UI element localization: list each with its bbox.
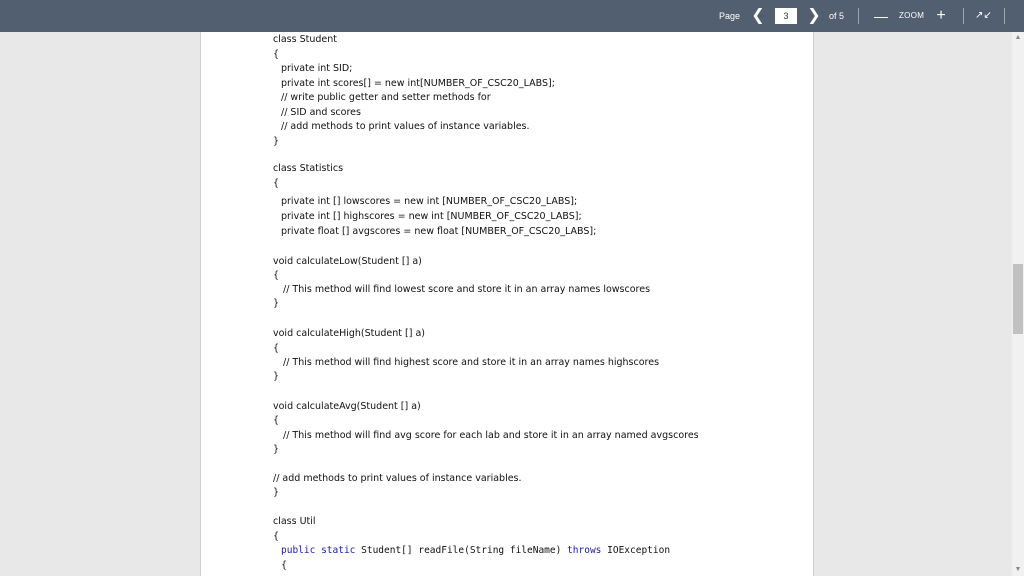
previous-page-button[interactable]: ❮	[751, 7, 765, 24]
code-line: {	[273, 343, 280, 354]
code-line: class Student	[273, 34, 337, 45]
page-number-input[interactable]	[775, 8, 797, 24]
code-line: void calculateAvg(Student [] a)	[273, 401, 421, 412]
vertical-scrollbar[interactable]	[1012, 32, 1024, 576]
next-page-button[interactable]: ❯	[807, 7, 821, 24]
keyword: static	[321, 545, 356, 556]
code-line: void calculateLow(Student [] a)	[273, 256, 422, 267]
zoom-label: ZOOM	[899, 11, 925, 20]
code-line: private float [] avgscores = new float [NUMBER_OF_CSC20_LABS];	[281, 226, 597, 237]
code-line: }	[273, 444, 280, 455]
document-viewer	[0, 32, 1012, 576]
document-page	[200, 32, 814, 576]
code-line: {	[273, 531, 280, 542]
code-line: private int scores[] = new int[NUMBER_OF_CSC20_LABS];	[281, 78, 555, 89]
toolbar-divider	[963, 8, 964, 24]
code-line: // write public getter and setter methods for	[281, 92, 491, 103]
method-signature: readFile(String fileName)	[418, 545, 562, 556]
code-line: }	[273, 371, 280, 382]
code-line: class Util	[273, 516, 316, 527]
code-line: {	[273, 270, 280, 281]
collapse-icon[interactable]: ↗↙	[975, 10, 992, 21]
code-line: {	[281, 560, 288, 571]
code-line: // This method will find highest score and store it in an array names highscores	[283, 357, 660, 368]
return-type: Student[]	[361, 545, 413, 556]
page-label: Page	[719, 11, 741, 21]
code-line: private int SID;	[281, 63, 353, 74]
keyword: throws	[567, 545, 602, 556]
scroll-down-icon[interactable]: ▼	[1014, 566, 1022, 573]
pdf-toolbar	[0, 0, 1024, 32]
exception-type: IOException	[607, 545, 671, 556]
scrollbar-thumb[interactable]	[1013, 264, 1023, 334]
code-line: // This method will find avg score for each lab and store it in an array named avgscores	[283, 430, 699, 441]
code-line: private int [] lowscores = new int [NUMBER_OF_CSC20_LABS];	[281, 196, 578, 207]
code-line: // add methods to print values of instance variables.	[281, 121, 530, 132]
keyword: public	[281, 545, 316, 556]
toolbar-divider	[1004, 8, 1005, 24]
toolbar-divider	[858, 8, 859, 24]
code-line: private int [] highscores = new int [NUMBER_OF_CSC20_LABS];	[281, 211, 582, 222]
code-line: }	[273, 298, 280, 309]
code-line: {	[273, 415, 280, 426]
zoom-out-button[interactable]: —	[874, 8, 888, 24]
code-line: {	[273, 49, 280, 60]
code-line: void calculateHigh(Student [] a)	[273, 328, 425, 339]
code-line: }	[273, 136, 280, 147]
code-line: class Statistics	[273, 163, 344, 174]
code-line: }	[273, 487, 280, 498]
scroll-up-icon[interactable]: ▲	[1014, 34, 1022, 41]
code-line: // This method will find lowest score and store it in an array names lowscores	[283, 284, 651, 295]
code-line: // SID and scores	[281, 107, 361, 118]
page-total-label: of 5	[829, 11, 845, 21]
code-line: {	[273, 178, 280, 189]
zoom-in-button[interactable]: +	[936, 7, 946, 24]
code-line: // add methods to print values of instance variables.	[273, 473, 522, 484]
code-line-readfile	[281, 545, 670, 557]
